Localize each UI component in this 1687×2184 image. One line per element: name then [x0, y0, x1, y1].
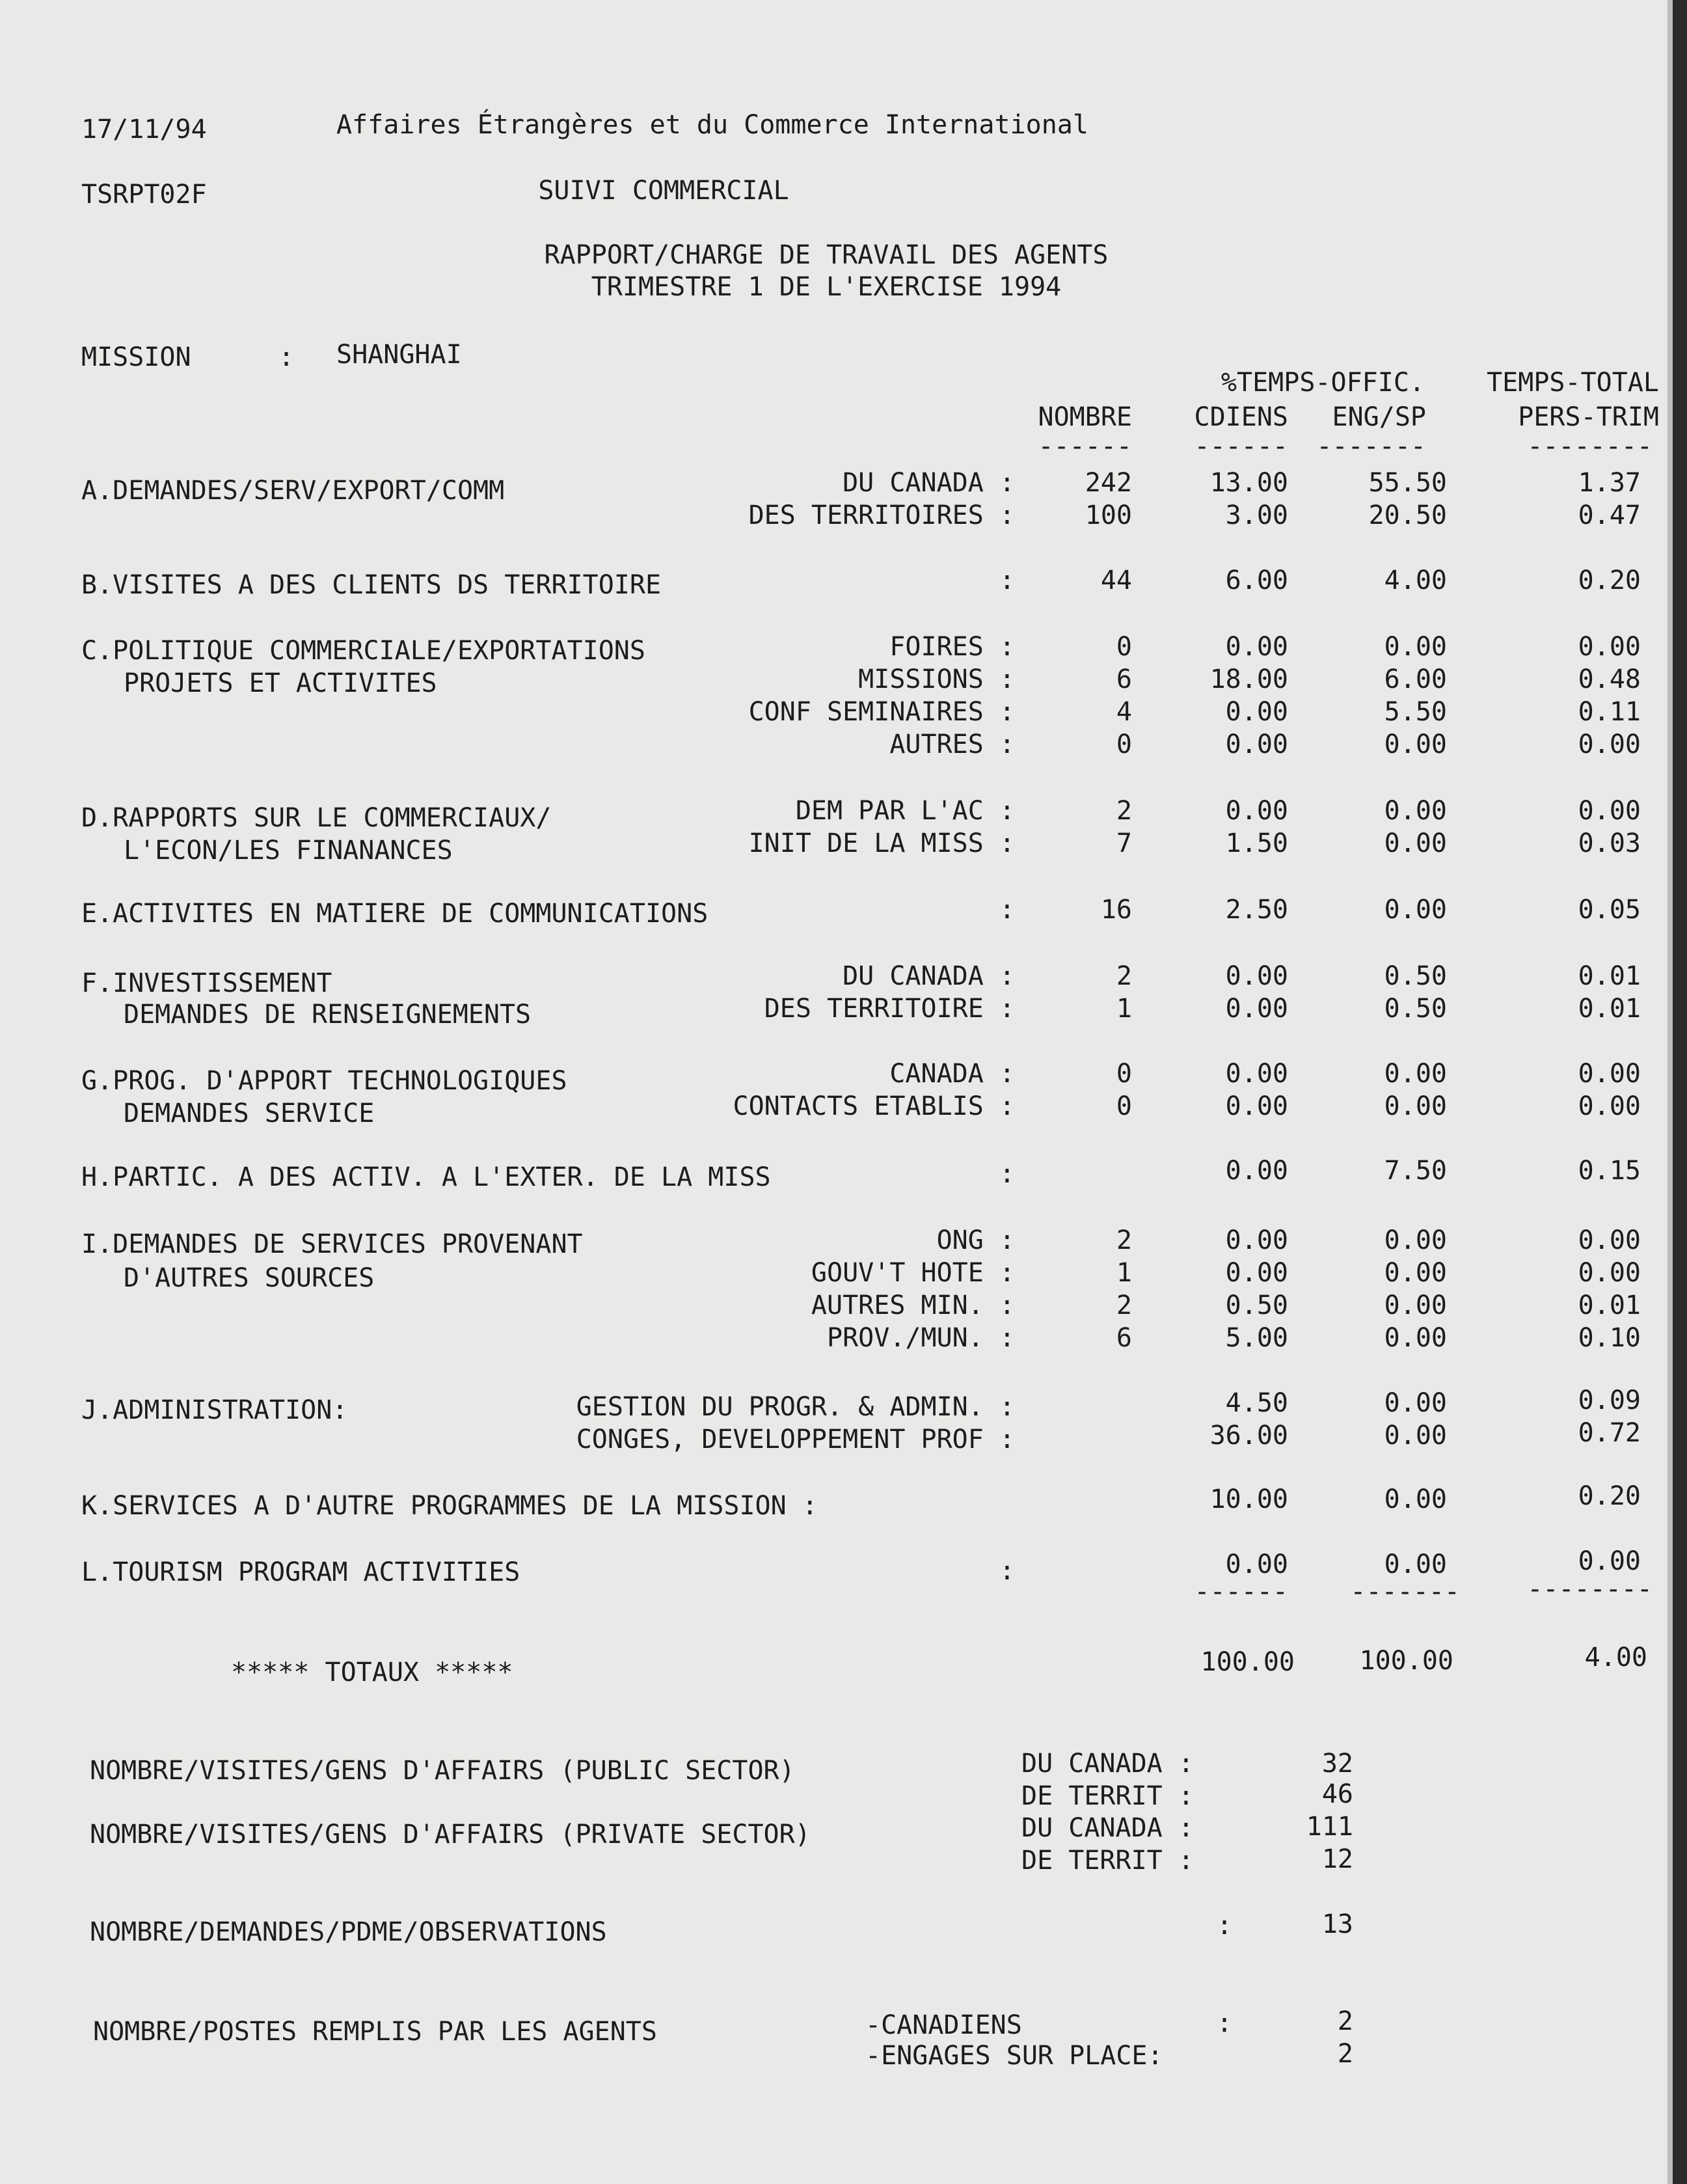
col-header-pct-temps: %TEMPS-OFFIC. — [1221, 368, 1425, 398]
cell-engsp: 7.50 — [1384, 1156, 1447, 1186]
row-sublabel: INIT DE LA MISS : — [748, 828, 1015, 858]
section-d-subtitle: L'ECON/LES FINANANCES — [124, 836, 453, 866]
report-period: TRIMESTRE 1 DE L'EXERCISE 1994 — [591, 272, 1062, 302]
cell-cdiens: 18.00 — [1209, 664, 1288, 694]
cell-engsp: 0.00 — [1384, 895, 1447, 925]
cell-cdiens: 0.00 — [1225, 1059, 1288, 1089]
cell-pers-trim: 0.11 — [1578, 697, 1641, 727]
section-c-subtitle: PROJETS ET ACTIVITES — [124, 668, 437, 698]
visits-sublabel: DU CANADA : — [1021, 1749, 1194, 1779]
visits-private-label: NOMBRE/VISITES/GENS D'AFFAIRS (PRIVATE SECTOR) — [90, 1820, 811, 1850]
row-sublabel: DU CANADA : — [843, 961, 1015, 991]
cell-cdiens: 0.00 — [1225, 961, 1288, 991]
cell-nombre: 1 — [1116, 994, 1132, 1024]
cell-pers-trim: 1.37 — [1578, 468, 1641, 498]
section-f-title: F.INVESTISSEMENT — [81, 968, 332, 998]
cell-nombre: 2 — [1116, 1290, 1132, 1320]
section-i-subtitle: D'AUTRES SOURCES — [124, 1263, 375, 1293]
row-sublabel: AUTRES MIN. : — [811, 1290, 1015, 1320]
row-sublabel: GESTION DU PROGR. & ADMIN. : — [576, 1392, 1015, 1422]
cell-engsp: 0.00 — [1384, 730, 1447, 759]
cell-cdiens: 36.00 — [1209, 1421, 1288, 1451]
report-code: TSRPT02F — [81, 180, 207, 210]
section-g-subtitle: DEMANDES SERVICE — [124, 1099, 375, 1128]
cell-nombre: 6 — [1116, 1323, 1132, 1353]
visits-sublabel: DU CANADA : — [1021, 1813, 1194, 1843]
row-sublabel: CONGES, DEVELOPPEMENT PROF : — [576, 1425, 1015, 1454]
cell-engsp: 0.00 — [1384, 1323, 1447, 1353]
cell-nombre: 6 — [1116, 664, 1132, 694]
cell-engsp: 0.00 — [1384, 1091, 1447, 1121]
section-a-title: A.DEMANDES/SERV/EXPORT/COMM — [81, 476, 505, 506]
cell-cdiens: 0.00 — [1225, 1091, 1288, 1121]
row-sublabel: CONF SEMINAIRES : — [748, 697, 1015, 727]
cell-pers-trim: 0.01 — [1578, 961, 1641, 991]
cell-pers-trim: 0.15 — [1578, 1156, 1641, 1186]
cell-pers-trim: 0.01 — [1578, 1290, 1641, 1320]
section-d-title: D.RAPPORTS SUR LE COMMERCIAUX/ — [81, 803, 552, 833]
cell-pers-trim: 0.09 — [1578, 1385, 1641, 1415]
cell-pers-trim: 0.10 — [1578, 1323, 1641, 1353]
mission-label: MISSION — [81, 342, 191, 372]
cell-engsp: 0.00 — [1384, 632, 1447, 662]
postes-value: 2 — [1337, 2006, 1353, 2036]
cell-cdiens: 0.00 — [1225, 1258, 1288, 1288]
row-sublabel: FOIRES : — [889, 632, 1015, 662]
scan-edge — [1673, 0, 1687, 2184]
section-c-title: C.POLITIQUE COMMERCIALE/EXPORTATIONS — [81, 636, 645, 666]
cell-cdiens: 0.50 — [1225, 1290, 1288, 1320]
cell-pers-trim: 0.01 — [1578, 994, 1641, 1024]
total-underline-cdiens: ------ — [1194, 1577, 1288, 1607]
cell-engsp: 0.00 — [1384, 1225, 1447, 1255]
totals-label: ***** TOTAUX ***** — [231, 1658, 513, 1687]
cell-engsp: 0.00 — [1384, 1059, 1447, 1089]
cell-nombre: 0 — [1116, 1091, 1132, 1121]
cell-nombre: 2 — [1116, 1225, 1132, 1255]
cell-cdiens: 6.00 — [1225, 566, 1288, 595]
col-underline-nombre: ------ — [1038, 431, 1132, 461]
cell-cdiens: 3.00 — [1225, 500, 1288, 530]
cell-cdiens: 0.00 — [1225, 632, 1288, 662]
cell-pers-trim: 0.00 — [1578, 1546, 1641, 1576]
col-header-cdiens: CDIENS — [1194, 402, 1288, 432]
postes-sublabel: -CANADIENS — [865, 2010, 1022, 2040]
section-h-title: H.PARTIC. A DES ACTIV. A L'EXTER. DE LA MISS — [81, 1162, 771, 1192]
row-sublabel: : — [999, 566, 1015, 595]
cell-pers-trim: 0.00 — [1578, 1059, 1641, 1089]
section-i-title: I.DEMANDES DE SERVICES PROVENANT — [81, 1229, 583, 1259]
pdme-value: 13 — [1321, 1909, 1353, 1939]
cell-cdiens: 1.50 — [1225, 828, 1288, 858]
ministry-name: Affaires Étrangères et du Commerce International — [336, 110, 1088, 140]
section-k-title: K.SERVICES A D'AUTRE PROGRAMMES DE LA MISSION : — [81, 1491, 818, 1521]
cell-engsp: 20.50 — [1368, 500, 1447, 530]
cell-nombre: 242 — [1085, 468, 1132, 498]
postes-value: 2 — [1337, 2039, 1353, 2069]
row-sublabel: CANADA : — [889, 1059, 1015, 1089]
col-header-pers-trim: PERS-TRIM — [1518, 402, 1659, 432]
col-header-nombre: NOMBRE — [1038, 402, 1132, 432]
row-sublabel: CONTACTS ETABLIS : — [733, 1091, 1015, 1121]
visits-value: 46 — [1321, 1779, 1353, 1809]
cell-nombre: 44 — [1100, 566, 1132, 595]
visits-value: 111 — [1306, 1812, 1353, 1842]
cell-engsp: 5.50 — [1384, 697, 1447, 727]
cell-nombre: 16 — [1100, 895, 1132, 925]
cell-pers-trim: 0.00 — [1578, 1225, 1641, 1255]
cell-pers-trim: 0.20 — [1578, 566, 1641, 595]
row-sublabel: PROV./MUN. : — [827, 1323, 1015, 1353]
cell-engsp: 0.00 — [1384, 828, 1447, 858]
cell-cdiens: 0.00 — [1225, 1549, 1288, 1579]
row-sublabel: GOUV'T HOTE : — [811, 1258, 1015, 1288]
postes-separator: : — [1217, 2008, 1233, 2038]
cell-engsp: 6.00 — [1384, 664, 1447, 694]
cell-engsp: 0.50 — [1384, 961, 1447, 991]
cell-pers-trim: 0.20 — [1578, 1481, 1641, 1511]
row-sublabel: MISSIONS : — [858, 664, 1015, 694]
row-sublabel: AUTRES : — [889, 730, 1015, 759]
cell-engsp: 0.00 — [1384, 1388, 1447, 1418]
row-sublabel: : — [999, 895, 1015, 925]
cell-cdiens: 4.50 — [1225, 1388, 1288, 1418]
visits-value: 12 — [1321, 1844, 1353, 1874]
cell-pers-trim: 0.00 — [1578, 730, 1641, 759]
cell-cdiens: 0.00 — [1225, 1225, 1288, 1255]
report-title: RAPPORT/CHARGE DE TRAVAIL DES AGENTS — [544, 240, 1109, 270]
scan-edge-shadow — [1667, 0, 1673, 2184]
row-sublabel: : — [999, 1556, 1015, 1586]
visits-sublabel: DE TERRIT : — [1021, 1781, 1194, 1811]
cell-cdiens: 0.00 — [1225, 796, 1288, 826]
cell-cdiens: 0.00 — [1225, 730, 1288, 759]
cell-engsp: 55.50 — [1368, 468, 1447, 498]
cell-cdiens: 0.00 — [1225, 994, 1288, 1024]
pdme-separator: : — [1217, 1911, 1233, 1941]
col-underline-cdiens: ------ — [1194, 431, 1288, 461]
cell-nombre: 0 — [1116, 1059, 1132, 1089]
cell-engsp: 0.00 — [1384, 1290, 1447, 1320]
row-sublabel: ONG : — [936, 1225, 1015, 1255]
cell-nombre: 4 — [1116, 697, 1132, 727]
row-sublabel: DU CANADA : — [843, 468, 1015, 498]
visits-sublabel: DE TERRIT : — [1021, 1846, 1194, 1876]
total-cdiens: 100.00 — [1200, 1647, 1295, 1677]
row-sublabel: DES TERRITOIRE : — [764, 994, 1015, 1024]
cell-pers-trim: 0.00 — [1578, 632, 1641, 662]
cell-cdiens: 2.50 — [1225, 895, 1288, 925]
cell-engsp: 4.00 — [1384, 566, 1447, 595]
total-engsp: 100.00 — [1359, 1646, 1453, 1676]
system-title: SUIVI COMMERCIAL — [538, 176, 789, 206]
section-l-title: L.TOURISM PROGRAM ACTIVITIES — [81, 1557, 520, 1587]
section-f-subtitle: DEMANDES DE RENSEIGNEMENTS — [124, 1000, 532, 1030]
row-sublabel: DEM PAR L'AC : — [795, 796, 1015, 826]
report-date: 17/11/94 — [81, 115, 207, 144]
cell-pers-trim: 0.00 — [1578, 1258, 1641, 1288]
col-underline-pers: -------- — [1527, 431, 1653, 461]
cell-nombre: 2 — [1116, 961, 1132, 991]
mission-value: SHANGHAI — [336, 340, 462, 370]
cell-engsp: 0.00 — [1384, 1549, 1447, 1579]
section-e-title: E.ACTIVITES EN MATIERE DE COMMUNICATIONS — [81, 899, 709, 929]
cell-engsp: 0.00 — [1384, 1258, 1447, 1288]
cell-cdiens: 10.00 — [1209, 1484, 1288, 1514]
col-underline-engsp: ------- — [1316, 431, 1426, 461]
cell-nombre: 0 — [1116, 730, 1132, 759]
cell-pers-trim: 0.48 — [1578, 664, 1641, 694]
pdme-label: NOMBRE/DEMANDES/PDME/OBSERVATIONS — [90, 1917, 607, 1947]
cell-engsp: 0.50 — [1384, 994, 1447, 1024]
cell-nombre: 1 — [1116, 1258, 1132, 1288]
total-underline-engsp: ------- — [1350, 1577, 1460, 1607]
section-j-title: J.ADMINISTRATION: — [81, 1395, 348, 1425]
cell-pers-trim: 0.03 — [1578, 828, 1641, 858]
total-underline-pers: -------- — [1527, 1574, 1653, 1604]
cell-cdiens: 13.00 — [1209, 468, 1288, 498]
cell-nombre: 2 — [1116, 796, 1132, 826]
col-header-engsp: ENG/SP — [1332, 402, 1426, 432]
cell-nombre: 0 — [1116, 632, 1132, 662]
postes-sublabel: -ENGAGES SUR PLACE: — [865, 2041, 1163, 2071]
cell-pers-trim: 0.05 — [1578, 895, 1641, 925]
visits-public-label: NOMBRE/VISITES/GENS D'AFFAIRS (PUBLIC SECTOR) — [90, 1756, 795, 1786]
section-g-title: G.PROG. D'APPORT TECHNOLOGIQUES — [81, 1066, 567, 1096]
col-header-temps-total: TEMPS-TOTAL — [1487, 368, 1659, 398]
section-b-title: B.VISITES A DES CLIENTS DS TERRITOIRE — [81, 570, 662, 600]
cell-pers-trim: 0.00 — [1578, 796, 1641, 826]
cell-cdiens: 5.00 — [1225, 1323, 1288, 1353]
cell-pers-trim: 0.72 — [1578, 1418, 1641, 1448]
postes-label: NOMBRE/POSTES REMPLIS PAR LES AGENTS — [93, 2017, 657, 2047]
row-sublabel: DES TERRITOIRES : — [748, 500, 1015, 530]
mission-separator: : — [278, 342, 295, 372]
cell-engsp: 0.00 — [1384, 1484, 1447, 1514]
cell-engsp: 0.00 — [1384, 796, 1447, 826]
visits-value: 32 — [1321, 1749, 1353, 1779]
cell-cdiens: 0.00 — [1225, 697, 1288, 727]
row-sublabel: : — [999, 1159, 1015, 1189]
cell-engsp: 0.00 — [1384, 1421, 1447, 1451]
cell-cdiens: 0.00 — [1225, 1156, 1288, 1186]
cell-nombre: 7 — [1116, 828, 1132, 858]
total-pers-trim: 4.00 — [1584, 1643, 1647, 1672]
cell-nombre: 100 — [1085, 500, 1132, 530]
cell-pers-trim: 0.00 — [1578, 1091, 1641, 1121]
cell-pers-trim: 0.47 — [1578, 500, 1641, 530]
